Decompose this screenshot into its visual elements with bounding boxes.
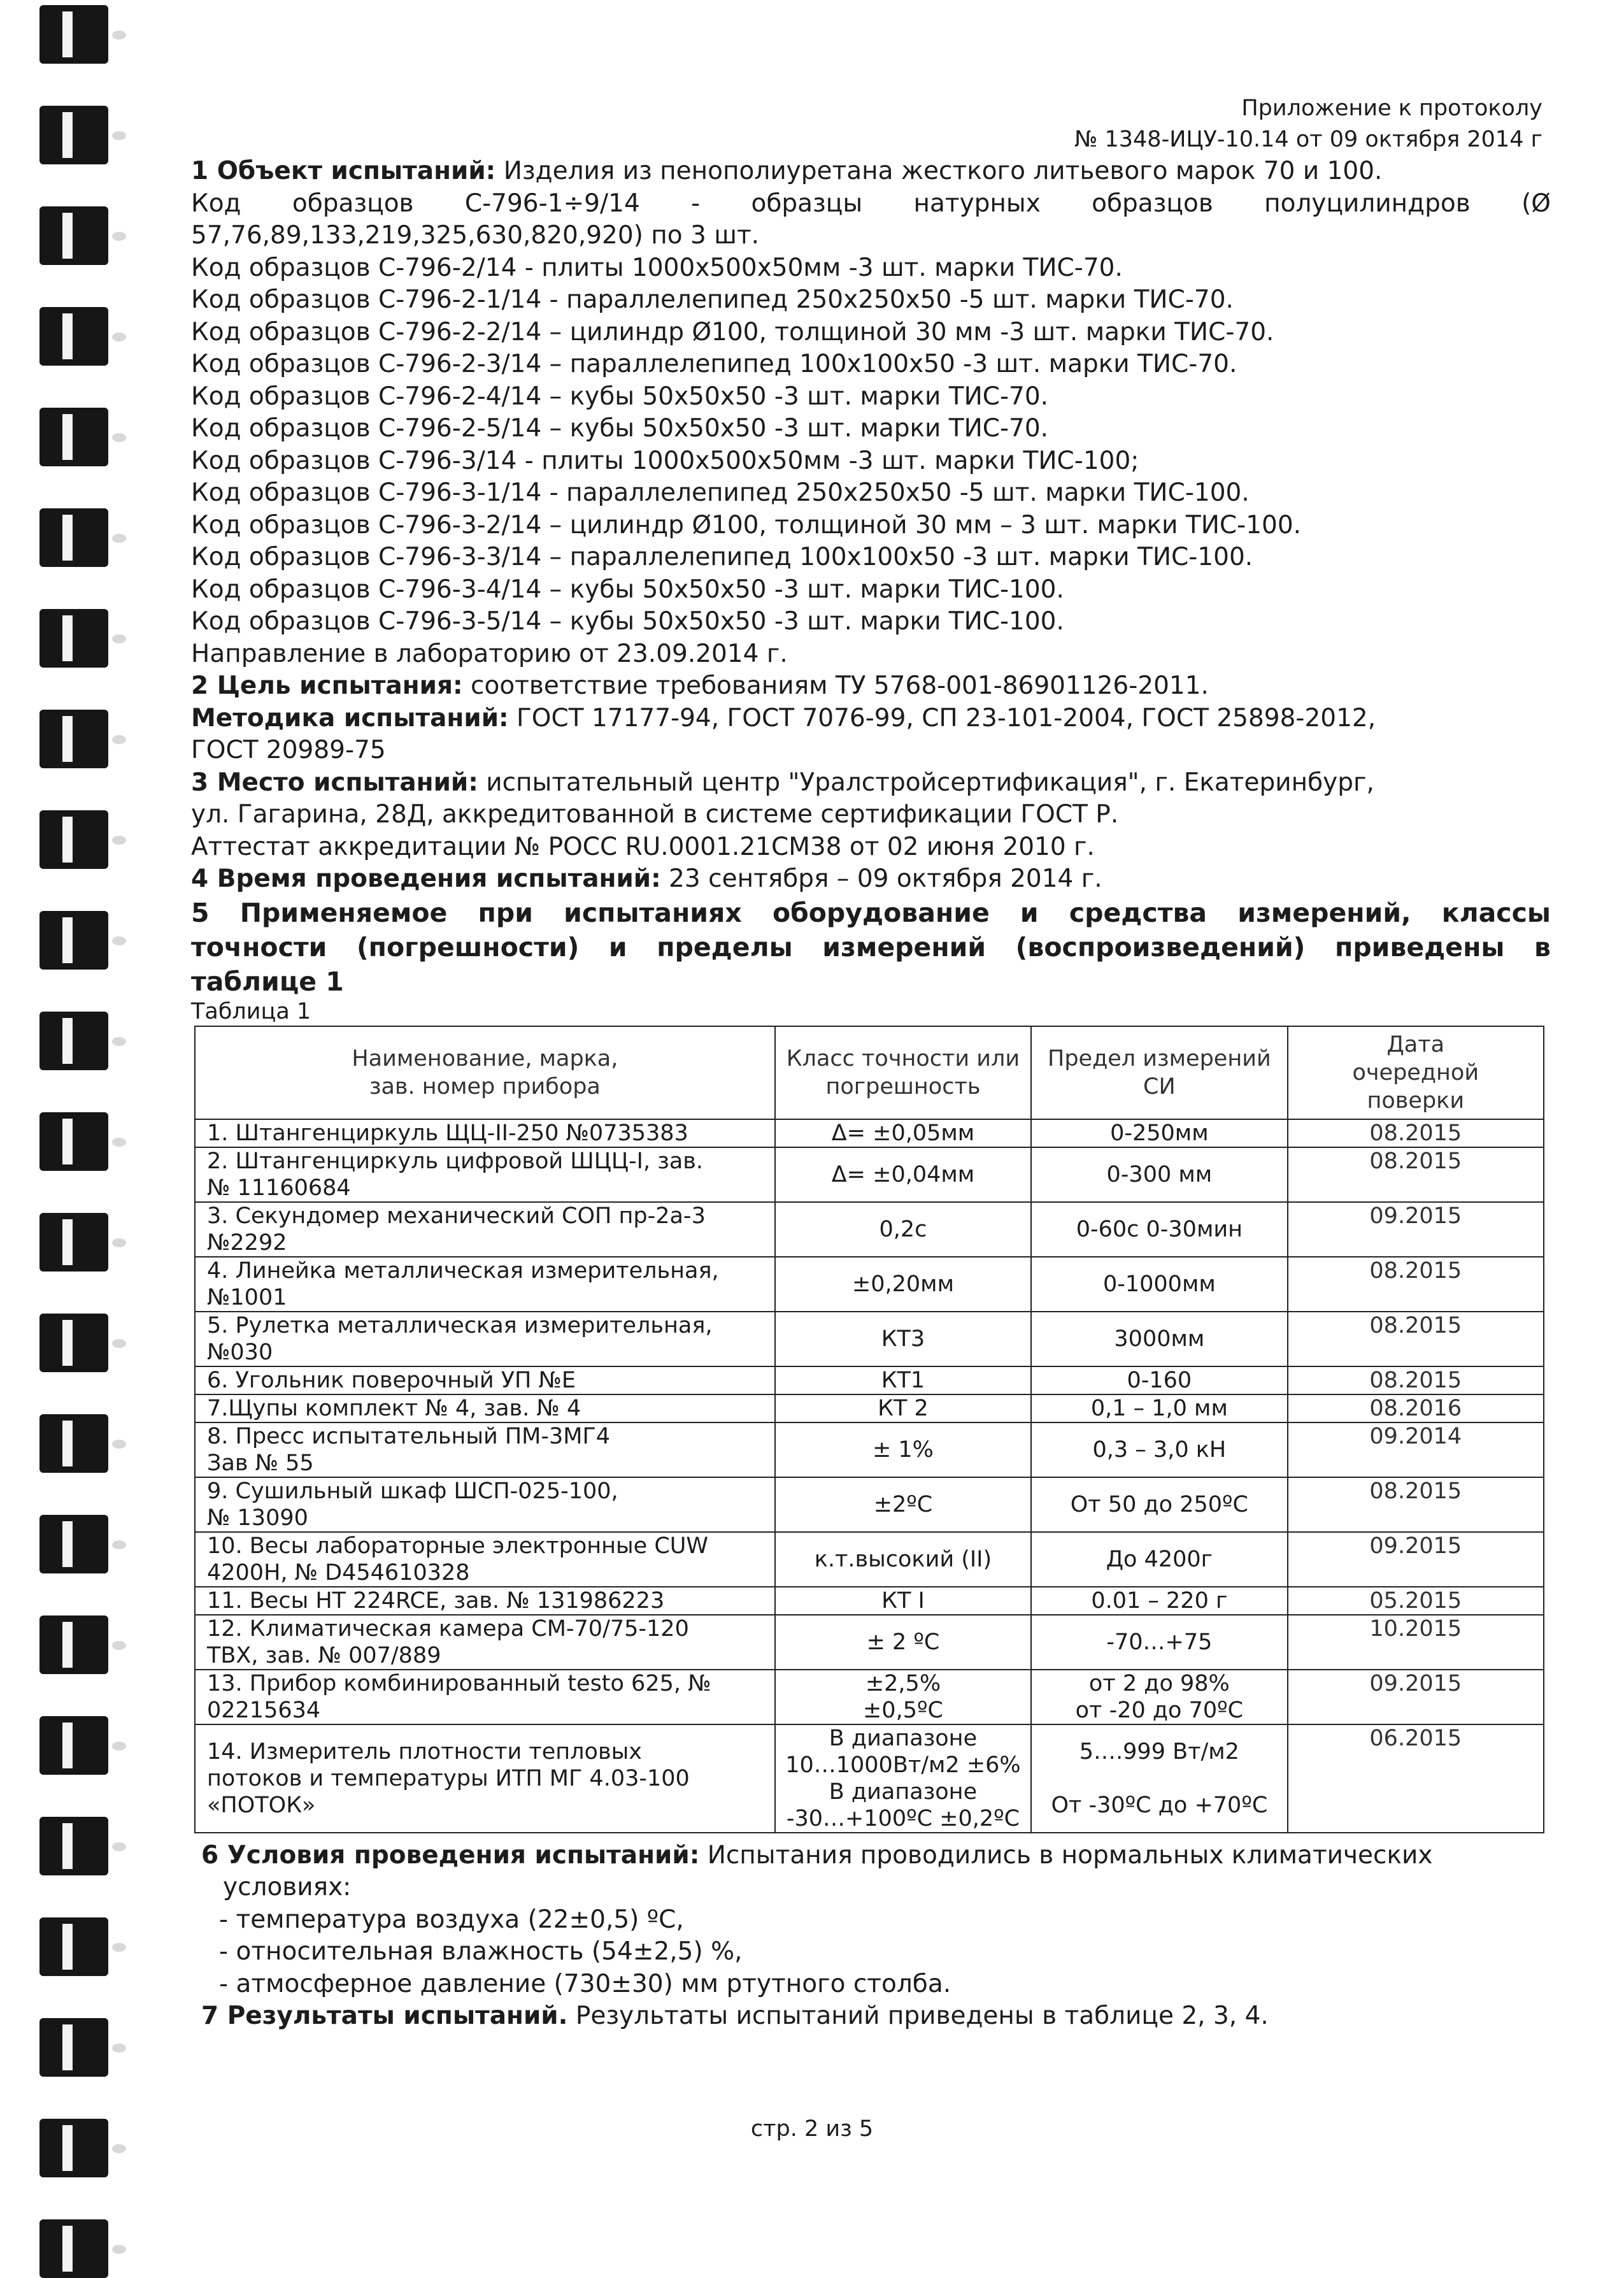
verification-date-cell: 09.2014 <box>1288 1422 1544 1477</box>
punch-hole <box>112 2245 126 2254</box>
section-3-line-3: Аттестат аккредитации № РОСС RU.0001.21СМ38 от 02 июня 2010 г. <box>191 832 1095 861</box>
code-line: Код образцов С-796-3-5/14 – кубы 50х50х50 -3 шт. марки ТИС-100. <box>191 607 1064 636</box>
equipment-name-cell: 3. Секундомер механический СОП пр-2а-3 №2292 <box>195 1202 775 1257</box>
verification-date-cell: 09.2015 <box>1288 1202 1544 1257</box>
range-cell: 3000мм <box>1031 1312 1287 1366</box>
table-row <box>195 1477 1544 1532</box>
header-range: Предел измерений СИ <box>1031 1026 1287 1119</box>
table-row <box>195 1394 1544 1422</box>
section-1-text: Изделия из пенополиуретана жесткого литьевого марок 70 и 100. <box>495 157 1383 185</box>
binding-ring <box>39 810 108 869</box>
accuracy-cell: ±2,5% ±0,5ºС <box>775 1670 1031 1724</box>
verification-date-cell: 08.2015 <box>1288 1147 1544 1202</box>
condition-line: - относительная влажность (54±2,5) %, <box>219 1937 743 1966</box>
section-7-text: Результаты испытаний приведены в таблице 2, 3, 4. <box>567 2002 1269 2030</box>
section-3-text: испытательный центр "Уралстройсертификация", г. Екатеринбург, <box>478 768 1374 797</box>
punch-hole <box>112 232 126 241</box>
table-row <box>195 1312 1544 1366</box>
table-row <box>195 1532 1544 1587</box>
range-cell: 0-300 мм <box>1031 1147 1287 1202</box>
verification-date-cell: 10.2015 <box>1288 1615 1544 1670</box>
header-name: Наименование, марка, зав. номер прибора <box>195 1026 775 1119</box>
equipment-name-cell: 9. Сушильный шкаф ШСП-025-100, № 13090 <box>195 1477 775 1532</box>
range-cell: 0,1 – 1,0 мм <box>1031 1394 1287 1422</box>
table-row <box>195 1366 1544 1394</box>
code-line: Код образцов С-796-2-2/14 – цилиндр Ø100, толщиной 30 мм -3 шт. марки ТИС-70. <box>191 317 1274 347</box>
verification-date-cell: 08.2015 <box>1288 1477 1544 1532</box>
accuracy-cell: Δ= ±0,04мм <box>775 1147 1031 1202</box>
binding-ring <box>39 1112 108 1171</box>
verification-date-cell: 06.2015 <box>1288 1724 1544 1833</box>
code-line: Код образцов С-796-3-3/14 – параллелепипед 100х100х50 -3 шт. марки ТИС-100. <box>191 543 1253 571</box>
binding-ring <box>39 1615 108 1674</box>
code-line: Код образцов С-796-3/14 - плиты 1000х500х50мм -3 шт. марки ТИС-100; <box>191 446 1139 475</box>
methods-text-2: ГОСТ 20989-75 <box>191 736 386 764</box>
section-2-purpose <box>191 670 1551 703</box>
code-line: Код образцов С-796-3-4/14 – кубы 50х50х50 -3 шт. марки ТИС-100. <box>191 575 1064 604</box>
code-line: Код образцов С-796-3-2/14 – цилиндр Ø100, толщиной 30 мм – 3 шт. марки ТИС-100. <box>191 510 1302 540</box>
punch-hole <box>112 1641 126 1650</box>
punch-hole <box>112 936 126 945</box>
condition-line: - температура воздуха (22±0,5) ºС, <box>219 1905 684 1934</box>
equipment-name-cell: 11. Весы НТ 224RCE, зав. № 131986223 <box>195 1587 775 1615</box>
code-line-b: 57,76,89,133,219,325,630,820,920) по 3 шт. <box>191 221 760 250</box>
section-6-first-line <box>191 1840 1551 1872</box>
punch-hole <box>112 735 126 744</box>
code-line: Код образцов С-796-2-1/14 - параллелепипед 250х250х50 -5 шт. марки ТИС-70. <box>191 285 1234 314</box>
accuracy-cell: ±0,20мм <box>775 1257 1031 1312</box>
punch-hole <box>112 1540 126 1549</box>
binding-ring <box>39 106 108 164</box>
punch-hole <box>112 534 126 543</box>
appendix-note-line-1: Приложение к протоколу <box>1241 96 1542 121</box>
binding-ring <box>39 408 108 466</box>
accuracy-cell: к.т.высокий (II) <box>775 1532 1031 1587</box>
binding-ring <box>39 1716 108 1775</box>
table-row <box>195 1587 1544 1615</box>
section-1-heading: 1 Объект испытаний: <box>191 157 496 185</box>
equipment-name-cell: 6. Угольник поверочный УП №Е <box>195 1366 775 1394</box>
verification-date-cell: 05.2015 <box>1288 1587 1544 1615</box>
section-5-line-1: 5 Применяемое при испытаниях оборудование и средства измерений, классы <box>191 897 1551 928</box>
section-5-line-2: точности (погрешности) и пределы измерений (воспроизведений) приведены в <box>191 931 1551 963</box>
section-2-heading: 2 Цель испытания: <box>191 671 463 700</box>
accuracy-cell: В диапазоне 10…1000Вт/м2 ±6% В диапазоне -30…+100ºС ±0,2ºС <box>775 1724 1031 1833</box>
range-cell: 0-1000мм <box>1031 1257 1287 1312</box>
code-line: Код образцов С-796-2-4/14 – кубы 50х50х50 -3 шт. марки ТИС-70. <box>191 382 1049 411</box>
punch-hole <box>112 1037 126 1046</box>
section-6-text: Испытания проводились в нормальных климатических <box>699 1840 1433 1870</box>
punch-hole <box>112 1842 126 1851</box>
punch-hole <box>112 1339 126 1348</box>
equipment-name-cell: 10. Весы лабораторные электронные CUW 4200H, № D454610328 <box>195 1532 775 1587</box>
table-header-row <box>195 1026 1544 1119</box>
accuracy-cell: 0,2с <box>775 1202 1031 1257</box>
table-caption: Таблица 1 <box>191 998 311 1024</box>
binding-ring <box>39 911 108 970</box>
header-accuracy: Класс точности или погрешность <box>775 1026 1031 1119</box>
punch-hole <box>112 1943 126 1952</box>
section-4-text: 23 сентября – 09 октября 2014 г. <box>660 864 1102 893</box>
binding-ring <box>39 1817 108 1875</box>
binding-ring <box>39 5 108 64</box>
range-cell: от 2 до 98% от -20 до 70ºС <box>1031 1670 1287 1724</box>
table-row <box>195 1147 1544 1202</box>
header-date: Дата очередной поверки <box>1288 1026 1544 1119</box>
punch-hole <box>112 1238 126 1247</box>
accuracy-cell: КТ 2 <box>775 1394 1031 1422</box>
appendix-note-line-2: № 1348-ИЦУ-10.14 от 09 октября 2014 г <box>1074 127 1542 152</box>
accuracy-cell: ±2ºС <box>775 1477 1031 1532</box>
equipment-table <box>194 1026 1544 1833</box>
condition-line: - атмосферное давление (730±30) мм ртутного столба. <box>219 1969 951 1998</box>
equipment-name-cell: 14. Измеритель плотности тепловых потоков и температуры ИТП МГ 4.03-100 «ПОТОК» <box>195 1724 775 1833</box>
section-4-heading: 4 Время проведения испытаний: <box>191 864 661 893</box>
equipment-name-cell: 2. Штангенциркуль цифровой ШЦЦ-I, зав. № 11160684 <box>195 1147 775 1202</box>
punch-hole <box>112 433 126 442</box>
punch-hole <box>112 2144 126 2153</box>
range-cell: -70…+75 <box>1031 1615 1287 1670</box>
binding-ring <box>39 1515 108 1573</box>
verification-date-cell: 08.2015 <box>1288 1312 1544 1366</box>
code-line: Код образцов С-796-2-5/14 – кубы 50х50х50 -3 шт. марки ТИС-70. <box>191 414 1049 443</box>
punch-hole <box>112 31 126 39</box>
punch-hole <box>112 333 126 341</box>
binding-ring <box>39 710 108 768</box>
binding-ring <box>39 2219 108 2278</box>
binding-ring <box>39 1414 108 1473</box>
table-row <box>195 1257 1544 1312</box>
table-row <box>195 1615 1544 1670</box>
equipment-name-cell: 12. Климатическая камера СМ-70/75-120 ТВХ, зав. № 007/889 <box>195 1615 775 1670</box>
code-line: Код образцов С-796-2/14 - плиты 1000х500х50мм -3 шт. марки ТИС-70. <box>191 253 1123 282</box>
equipment-name-cell: 8. Пресс испытательный ПМ-3МГ4 Зав № 55 <box>195 1422 775 1477</box>
section-3-line-2: ул. Гагарина, 28Д, аккредитованной в системе сертификации ГОСТ Р. <box>191 800 1119 829</box>
binding-ring <box>39 1012 108 1070</box>
document-body <box>191 155 1551 2033</box>
section-7-heading: 7 Результаты испытаний. <box>201 2002 568 2030</box>
code-line: Код образцов С-796-2-3/14 – параллелепипед 100х100х50 -3 шт. марки ТИС-70. <box>191 350 1237 378</box>
section-3-place <box>191 767 1551 799</box>
punch-hole <box>112 1742 126 1751</box>
verification-date-cell: 08.2015 <box>1288 1119 1544 1147</box>
methods <box>191 703 1551 735</box>
verification-date-cell: 08.2015 <box>1288 1366 1544 1394</box>
methods-text: ГОСТ 17177-94, ГОСТ 7076-99, СП 23-101-2004, ГОСТ 25898-2012, <box>508 703 1376 733</box>
binding-ring <box>39 206 108 265</box>
section-6-conditions <box>191 1840 1551 2001</box>
section-2-text: соответствие требованиям ТУ 5768-001-86901126-2011. <box>462 671 1209 700</box>
accuracy-cell: КТ I <box>775 1587 1031 1615</box>
equipment-name-cell: 1. Штангенциркуль ЩЦ-II-250 №0735383 <box>195 1119 775 1147</box>
punch-hole <box>112 2044 126 2052</box>
table-row <box>195 1724 1544 1833</box>
referral-line: Направление в лабораторию от 23.09.2014 г. <box>191 639 788 668</box>
binding-ring <box>39 1314 108 1372</box>
verification-date-cell: 09.2015 <box>1288 1670 1544 1724</box>
equipment-name-cell: 5. Рулетка металлическая измерительная, №030 <box>195 1312 775 1366</box>
equipment-name-cell: 7.Щупы комплект № 4, зав. № 4 <box>195 1394 775 1422</box>
range-cell: 5….999 Вт/м2 От -30ºС до +70ºС <box>1031 1724 1287 1833</box>
accuracy-cell: Δ= ±0,05мм <box>775 1119 1031 1147</box>
punch-hole <box>112 1138 126 1147</box>
range-cell: 0-160 <box>1031 1366 1287 1394</box>
spiral-binding <box>0 0 127 2233</box>
methods-heading: Методика испытаний: <box>191 703 509 733</box>
table-row <box>195 1119 1544 1147</box>
binding-ring <box>39 1213 108 1272</box>
page-number: стр. 2 из 5 <box>750 2116 874 2142</box>
section-6-heading: 6 Условия проведения испытаний: <box>201 1840 700 1870</box>
equipment-name-cell: 13. Прибор комбинированный testo 625, № 02215634 <box>195 1670 775 1724</box>
range-cell: До 4200г <box>1031 1532 1287 1587</box>
table-row <box>195 1670 1544 1724</box>
code-line-a: Код образцов С-796-1÷9/14 - образцы натурных образцов полуцилиндров (Ø <box>191 189 1551 218</box>
section-5-line-3: таблице 1 <box>191 966 344 997</box>
punch-hole <box>112 836 126 845</box>
section-6-line-2: условиях: <box>223 1873 352 1902</box>
section-1-object <box>191 155 1551 188</box>
accuracy-cell: ± 1% <box>775 1422 1031 1477</box>
section-4-time <box>191 863 1551 896</box>
section-7-results <box>191 2000 1551 2033</box>
range-cell: 0.01 – 220 г <box>1031 1587 1287 1615</box>
accuracy-cell: ± 2 ºС <box>775 1615 1031 1670</box>
range-cell: От 50 до 250ºС <box>1031 1477 1287 1532</box>
equipment-name-cell: 4. Линейка металлическая измерительная, №1001 <box>195 1257 775 1312</box>
range-cell: 0-250мм <box>1031 1119 1287 1147</box>
binding-ring <box>39 508 108 567</box>
binding-ring <box>39 307 108 366</box>
punch-hole <box>112 1440 126 1449</box>
binding-ring <box>39 609 108 668</box>
binding-ring <box>39 1917 108 1976</box>
table-row <box>195 1202 1544 1257</box>
verification-date-cell: 08.2015 <box>1288 1257 1544 1312</box>
code-line: Код образцов С-796-3-1/14 - параллелепипед 250х250х50 -5 шт. марки ТИС-100. <box>191 478 1250 507</box>
verification-date-cell: 09.2015 <box>1288 1532 1544 1587</box>
accuracy-cell: КТ1 <box>775 1366 1031 1394</box>
verification-date-cell: 08.2016 <box>1288 1394 1544 1422</box>
range-cell: 0,3 – 3,0 кН <box>1031 1422 1287 1477</box>
range-cell: 0-60с 0-30мин <box>1031 1202 1287 1257</box>
punch-hole <box>112 131 126 140</box>
accuracy-cell: КТ3 <box>775 1312 1031 1366</box>
protocol-appendix-note <box>1074 93 1542 155</box>
section-3-heading: 3 Место испытаний: <box>191 768 478 797</box>
table-body <box>195 1119 1544 1833</box>
binding-ring <box>39 2018 108 2077</box>
punch-hole <box>112 634 126 643</box>
table-row <box>195 1422 1544 1477</box>
